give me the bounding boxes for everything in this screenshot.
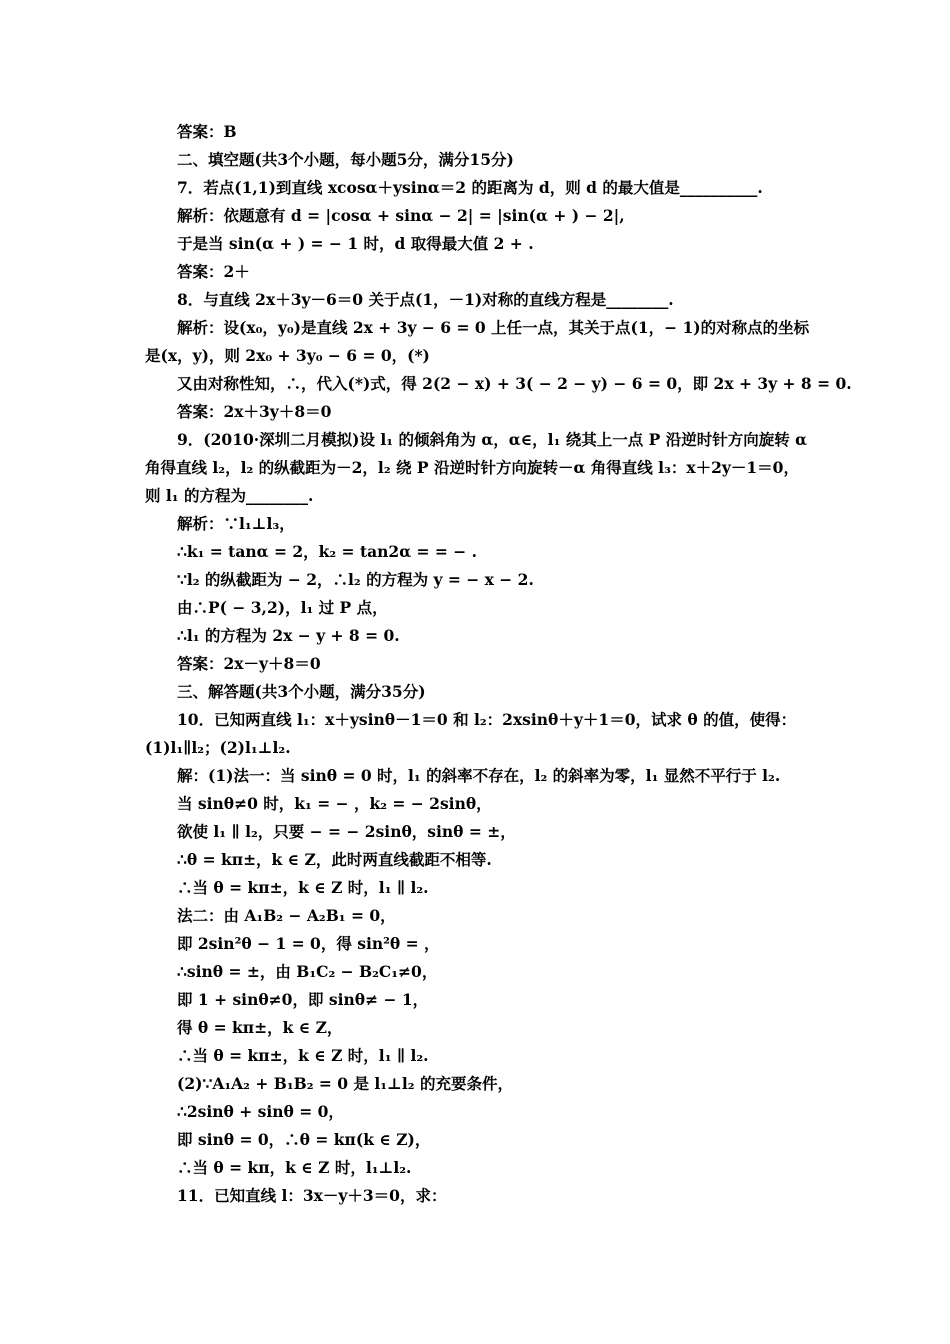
text-line: 由∴P( − 3,2)，l₁ 过 P 点， — [177, 598, 388, 617]
text-line: ∴2sinθ + sinθ = 0， — [177, 1102, 344, 1121]
text-line: 又由对称性知，∴，代入(*)式，得 2(2 − x) + 3( − 2 − y) − 6 = 0，即 2x + 3y + 8 = 0. — [177, 374, 852, 393]
text-line: 三、解答题(共3个小题，满分35分) — [177, 682, 426, 701]
text-line: 11．已知直线 l：3x－y＋3＝0，求： — [177, 1186, 447, 1205]
text-line: 于是当 sin(α + ) = − 1 时，d 取得最大值 2 + . — [177, 234, 534, 253]
document-body — [145, 118, 852, 1210]
text-line: 得 θ = kπ±，k ∈ Z， — [177, 1018, 343, 1037]
text-line: 解析：依题意有 d = |cosα + sinα − 2| = |sin(α + ) − 2|, — [177, 206, 625, 225]
text-line: ∵l₂ 的纵截距为 − 2，∴l₂ 的方程为 y = − x − 2. — [177, 570, 534, 589]
text-line: ∴当 θ = kπ，k ∈ Z 时，l₁⊥l₂. — [177, 1158, 412, 1177]
text-line: ∴θ = kπ±，k ∈ Z，此时两直线截距不相等. — [177, 850, 492, 869]
text-line: 答案：2x－y＋8＝0 — [177, 654, 321, 673]
text-line: 当 sinθ≠0 时，k₁ = − ，k₂ = − 2sinθ， — [177, 794, 492, 813]
text-line: 答案：2x＋3y＋8＝0 — [177, 402, 332, 421]
text-line: 欲使 l₁ ∥ l₂，只要 − = − 2sinθ，sinθ = ±， — [177, 822, 516, 841]
text-line: ∴k₁ = tanα = 2，k₂ = tan2α = = − . — [177, 542, 478, 561]
text-line: 答案：2＋ — [177, 262, 250, 281]
text-line: 法二：由 A₁B₂ − A₂B₁ = 0， — [177, 906, 396, 925]
text-line: 9．(2010·深圳二月模拟)设 l₁ 的倾斜角为 α，α∈，l₁ 绕其上一点 P 沿逆时针方向旋转 α 角得直线 l₂，l₂ 的纵截距为－2，l₂ 绕 P 沿逆时针方向旋转－α 角得直线 l₃：x＋2y－1＝0，则 l₁ 的方程为________. — [145, 430, 808, 505]
text-line: 答案：B — [177, 122, 237, 141]
text-line: 解：(1)法一：当 sinθ = 0 时，l₁ 的斜率不存在，l₂ 的斜率为零，l₁ 显然不平行于 l₂. — [177, 766, 781, 785]
text-line: 即 sinθ = 0，∴θ = kπ(k ∈ Z)， — [177, 1130, 431, 1149]
text-line: ∴当 θ = kπ±，k ∈ Z 时，l₁ ∥ l₂. — [177, 878, 429, 897]
text-line: ∴l₁ 的方程为 2x − y + 8 = 0. — [177, 626, 400, 645]
text-line: (2)∵A₁A₂ + B₁B₂ = 0 是 l₁⊥l₂ 的充要条件， — [177, 1074, 513, 1093]
text-line: 8．与直线 2x＋3y－6＝0 关于点(1，－1)对称的直线方程是________. — [177, 290, 674, 309]
text-line: ∴当 θ = kπ±，k ∈ Z 时，l₁ ∥ l₂. — [177, 1046, 429, 1065]
text-line: 解析：设(x₀，y₀)是直线 2x + 3y − 6 = 0 上任一点，其关于点(1，− 1)的对称点的坐标是(x，y)，则 2x₀ + 3y₀ − 6 = 0，(*) — [145, 318, 810, 365]
text-line: 10．已知两直线 l₁：x＋ysinθ－1＝0 和 l₂：2xsinθ＋y＋1＝0，试求 θ 的值，使得：(1)l₁∥l₂；(2)l₁⊥l₂. — [145, 710, 797, 757]
text-line: 即 1 + sinθ≠0，即 sinθ≠ − 1， — [177, 990, 429, 1009]
text-line: 二、填空题(共3个小题，每小题5分，满分15分) — [177, 150, 514, 169]
text-line: 7．若点(1,1)到直线 xcosα＋ysinα＝2 的距离为 d，则 d 的最大值是__________. — [177, 178, 763, 197]
text-line: 即 2sin²θ − 1 = 0，得 sin²θ = ， — [177, 934, 440, 953]
text-line: ∴sinθ = ±，由 B₁C₂ − B₂C₁≠0， — [177, 962, 438, 981]
text-line: 解析：∵l₁⊥l₃， — [177, 514, 295, 533]
